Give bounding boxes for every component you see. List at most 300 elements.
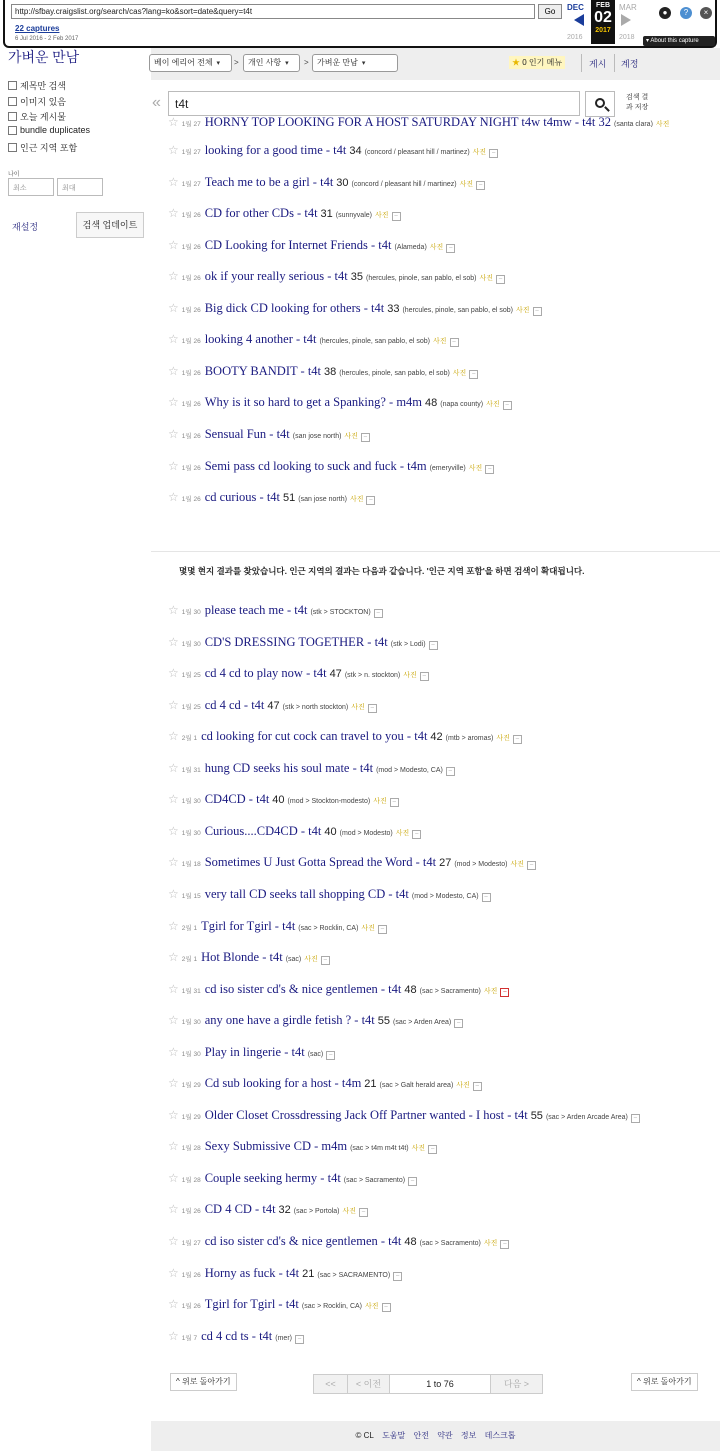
result-row[interactable] [168, 1266, 402, 1286]
favorites-label: 0 인기 메뉴 [522, 58, 563, 67]
favorite-star-icon[interactable]: ☆ [168, 143, 179, 157]
result-row[interactable] [168, 1076, 482, 1096]
post-date: 1월 26 [181, 1303, 201, 1311]
result-row[interactable] [168, 1139, 437, 1159]
title-only-checkbox[interactable] [8, 79, 66, 92]
result-row[interactable] [168, 761, 455, 781]
search-input[interactable] [168, 91, 580, 116]
post-date: 1월 26 [181, 275, 201, 283]
post-date: 1월 28 [181, 1145, 201, 1153]
result-row[interactable] [168, 143, 498, 163]
favorite-star-icon[interactable]: ☆ [168, 395, 179, 410]
has-pic-label: 사진 [452, 369, 467, 377]
favorite-star-icon[interactable]: ☆ [168, 603, 179, 617]
hide-post-icon[interactable]: – [496, 275, 505, 284]
wayback-toolbar [3, 0, 717, 48]
post-date: 1월 25 [181, 703, 201, 711]
checkbox-label: 제목만 검색 [20, 81, 66, 91]
result-row[interactable] [168, 1297, 391, 1317]
user-icon[interactable]: ● [659, 7, 671, 19]
hide-post-icon[interactable]: – [390, 798, 399, 807]
post-age: 32 [278, 1204, 291, 1217]
favorite-star-icon[interactable]: ☆ [168, 666, 179, 681]
post-title[interactable]: Hot Blonde - t4t [201, 950, 283, 965]
result-row[interactable] [168, 395, 512, 415]
favorite-star-icon[interactable]: ☆ [168, 855, 179, 870]
post-title[interactable]: CD for other CDs - t4t [204, 206, 318, 221]
has-pic-label: 사진 [515, 306, 530, 314]
post-date: 1월 30 [181, 1019, 201, 1027]
post-location: (sac > Portola) [293, 1208, 340, 1216]
has-pic-label: 사진 [433, 338, 447, 346]
category-select[interactable] [312, 54, 398, 72]
hide-post-icon[interactable]: – [489, 149, 498, 158]
post-title[interactable]: Cd sub looking for a host - t4m [204, 1076, 362, 1091]
post-location: (emeryville) [429, 464, 466, 472]
result-row[interactable] [168, 698, 377, 718]
post-date: 1월 30 [181, 640, 201, 648]
post-location: (sac > Sacramento) [343, 1176, 406, 1184]
checkbox-icon[interactable] [8, 81, 17, 90]
footer-link-help[interactable]: 도움말 [382, 1431, 406, 1440]
footer-link-about[interactable]: 정보 [460, 1431, 477, 1440]
post-location: (hercules, pinole, san pablo, el sob) [365, 275, 477, 283]
about-capture-label: About this capture [650, 38, 699, 44]
result-row[interactable] [168, 364, 478, 384]
favorite-star-icon[interactable]: ☆ [168, 332, 179, 347]
favorite-star-icon[interactable]: ☆ [168, 823, 179, 838]
post-location: (stk > STOCKTON) [310, 609, 371, 616]
footer-link-desktop[interactable]: 데스크톱 [484, 1431, 516, 1440]
post-title[interactable]: Tgirl for Tgirl - t4t [204, 1297, 299, 1312]
favorite-star-icon[interactable]: ☆ [168, 1265, 179, 1280]
result-row[interactable] [168, 332, 459, 352]
post-title[interactable]: Tgirl for Tgirl - t4t [201, 918, 296, 933]
post-location: (Alameda) [394, 243, 427, 251]
post-title[interactable]: CD Looking for Internet Friends - t4t [204, 237, 392, 252]
post-age: 33 [387, 302, 400, 315]
post-date: 1월 25 [181, 672, 201, 680]
post-location: (sac > SACRAMENTO) [317, 1271, 391, 1279]
hide-post-icon[interactable]: – [476, 181, 485, 190]
post-title[interactable]: cd 4 cd - t4t [204, 697, 265, 712]
save-search-label: 검색 결 [626, 94, 649, 101]
post-title[interactable]: ok if your really serious - t4t [204, 269, 348, 284]
bundle-duplicates-checkbox[interactable] [8, 125, 90, 135]
favorite-star-icon[interactable]: ☆ [168, 918, 179, 933]
post-location: (mod > Modesto, CA) [376, 766, 443, 774]
post-title[interactable]: Curious....CD4CD - t4t [204, 823, 322, 838]
favorite-star-icon[interactable]: ☆ [168, 1076, 179, 1091]
hide-post-icon[interactable]: – [382, 1303, 391, 1312]
post-location: (mer) [275, 1334, 292, 1342]
result-row[interactable] [168, 792, 399, 812]
post-date: 1월 26 [181, 306, 201, 314]
hide-post-icon[interactable]: – [527, 861, 536, 870]
favorite-star-icon[interactable]: ☆ [168, 1170, 179, 1185]
post-date: 1월 26 [181, 432, 201, 440]
has-pic-label: 사진 [472, 149, 487, 156]
has-pic-label: 사진 [344, 432, 358, 440]
post-title[interactable]: Older Closet Crossdressing Jack Off Partner wanted - I host - t4t [204, 1107, 528, 1122]
has-pic-label: 사진 [395, 829, 410, 837]
hide-post-icon[interactable]: – [503, 401, 512, 410]
post-date: 1월 30 [181, 609, 201, 616]
hide-post-icon[interactable]: – [420, 672, 429, 681]
chevron-down-icon: ▾ [216, 60, 221, 67]
post-title[interactable]: cd curious - t4t [204, 490, 281, 505]
checkbox-label: 인근 지역 포함 [20, 143, 78, 153]
result-row[interactable] [168, 115, 669, 127]
post-title[interactable]: Big dick CD looking for others - t4t [204, 300, 385, 315]
hide-post-icon[interactable]: – [485, 465, 494, 474]
post-title[interactable]: BOOTY BANDIT - t4t [204, 363, 322, 378]
favorite-star-icon[interactable]: ☆ [168, 697, 179, 712]
result-row[interactable] [168, 635, 438, 655]
post-location: (san jose north) [298, 496, 347, 504]
favorite-star-icon[interactable]: ☆ [168, 237, 179, 252]
post-link[interactable]: 게시 [589, 59, 607, 69]
result-row[interactable] [168, 729, 522, 749]
post-location: (concord / pleasant hill / martinez) [364, 149, 470, 156]
favorite-star-icon[interactable]: ☆ [168, 1328, 179, 1343]
post-title[interactable]: Sexy Submissive CD - m4m [204, 1139, 348, 1154]
checkbox-icon[interactable] [8, 112, 17, 121]
hide-post-icon[interactable]: – [454, 1019, 463, 1028]
section-select-value: 개인 사항 [248, 58, 282, 67]
wayback-url-input[interactable] [11, 4, 535, 19]
area-select-value: 베이 에리어 전체 [154, 58, 213, 67]
post-title[interactable]: cd iso sister cd's & nice gentlemen - t4t [204, 1234, 402, 1248]
hide-post-icon[interactable]: – [359, 1208, 368, 1217]
hide-post-icon[interactable]: – [408, 1177, 417, 1186]
post-date: 1월 28 [181, 1176, 201, 1184]
post-location: (sac > Arden Arcade Area) [545, 1113, 628, 1121]
post-title[interactable]: cd iso sister cd's & nice gentlemen - t4t [204, 981, 402, 996]
area-select[interactable] [149, 54, 232, 72]
footer-link-safety[interactable]: 안전 [413, 1431, 429, 1440]
result-row[interactable] [168, 1202, 368, 1222]
post-age: 42 [430, 731, 443, 744]
wayback-prev-year[interactable]: 2016 [567, 34, 583, 41]
post-date: 1월 7 [181, 1334, 198, 1342]
post-location: (mtb > aromas) [445, 735, 494, 743]
hide-post-icon[interactable]: – [533, 307, 542, 316]
close-icon[interactable]: × [700, 7, 712, 19]
result-row[interactable] [168, 1234, 509, 1254]
about-capture-button[interactable]: ▾ About this capture [643, 36, 715, 46]
favorite-star-icon[interactable]: ☆ [168, 115, 179, 127]
post-location: (hercules, pinole, san pablo, el sob) [339, 369, 450, 377]
result-row[interactable] [168, 238, 455, 258]
collapse-sidebar-icon[interactable]: « [152, 94, 161, 111]
post-title[interactable]: Semi pass cd looking to suck and fuck - t4m [204, 458, 427, 473]
favorite-star-icon[interactable]: ☆ [168, 206, 179, 221]
result-row[interactable] [168, 427, 370, 447]
hide-post-icon[interactable]: – [412, 830, 421, 839]
nearby-areas-checkbox[interactable] [8, 141, 77, 154]
result-row[interactable] [168, 301, 542, 321]
post-title[interactable]: Sometimes U Just Gotta Spread the Word - t4t [204, 855, 437, 870]
post-date: 1월 27 [181, 180, 201, 188]
pagination [313, 1374, 543, 1394]
favorite-star-icon[interactable]: ☆ [168, 1139, 179, 1154]
category-title: 가벼운 만남 [8, 51, 80, 66]
post-title[interactable]: cd 4 cd to play now - t4t [204, 666, 327, 681]
category-select-value: 가벼운 만남 [317, 58, 358, 67]
post-title[interactable]: any one have a girdle fetish ? - t4t [204, 1013, 375, 1028]
result-row[interactable] [168, 1108, 640, 1128]
wayback-prev-month[interactable]: DEC [567, 3, 584, 12]
post-age: 27 [439, 857, 452, 870]
post-date: 1월 27 [181, 1240, 201, 1247]
result-row[interactable] [168, 206, 401, 226]
section-divider [151, 551, 720, 552]
post-title[interactable]: hung CD seeks his soul mate - t4t [204, 760, 374, 775]
save-search-label: 과 저장 [626, 104, 649, 111]
hide-post-icon[interactable]: – [374, 609, 383, 618]
favorite-star-icon[interactable]: ☆ [168, 490, 179, 505]
post-location: (santa clara) [614, 121, 653, 127]
has-pic-label: 사진 [486, 401, 500, 409]
help-icon[interactable]: ? [680, 7, 692, 19]
post-age: 35 [350, 271, 363, 284]
post-age: 48 [404, 1236, 417, 1248]
hide-post-icon[interactable]: – [326, 1051, 335, 1060]
hide-post-icon[interactable]: – [428, 1145, 437, 1154]
post-title[interactable]: Sensual Fun - t4t [204, 426, 290, 441]
favorite-star-icon[interactable]: ☆ [168, 1234, 179, 1248]
post-date: 1월 26 [181, 338, 201, 346]
result-row[interactable] [168, 603, 383, 623]
post-title[interactable]: looking for a good time - t4t [204, 143, 347, 157]
result-row[interactable] [168, 666, 429, 686]
hide-post-icon[interactable]: – [446, 244, 455, 253]
breadcrumb-separator: > [304, 58, 309, 67]
hide-post-icon[interactable]: – [393, 1272, 402, 1281]
wayback-next-arrow-icon [621, 14, 631, 26]
post-location: (stk > Lodi) [390, 640, 426, 648]
favorite-star-icon[interactable]: ☆ [168, 981, 179, 996]
breadcrumb-separator: > [234, 58, 239, 67]
hide-post-icon[interactable]: – [469, 370, 478, 379]
favorite-star-icon[interactable]: ☆ [168, 729, 179, 744]
post-title[interactable]: HORNY TOP LOOKING FOR A HOST SATURDAY NIGHT t4w t4mw - t4t 32 [204, 115, 611, 127]
post-title[interactable]: cd 4 cd ts - t4t [201, 1328, 273, 1343]
post-date: 1월 27 [181, 149, 201, 156]
wayback-go-button[interactable]: Go [538, 4, 562, 19]
post-age: 21 [302, 1267, 315, 1280]
post-date: 1월 26 [181, 1271, 201, 1279]
checkbox-icon[interactable] [8, 97, 17, 106]
post-location: (sac) [285, 956, 302, 964]
post-date: 2월 1 [181, 735, 198, 743]
favorite-star-icon[interactable]: ☆ [168, 174, 179, 189]
favorite-star-icon[interactable]: ☆ [168, 1013, 179, 1028]
favorite-star-icon[interactable]: ☆ [168, 760, 179, 775]
section-select[interactable] [243, 54, 300, 72]
post-age: 30 [336, 176, 349, 189]
hide-post-icon[interactable]: – [295, 1335, 304, 1344]
wayback-current-year: 2017 [595, 27, 611, 34]
hide-post-icon[interactable]: – [429, 641, 438, 650]
post-title[interactable]: please teach me - t4t [204, 603, 308, 617]
post-title[interactable]: cd looking for cut cock can travel to you - t4t [201, 729, 428, 744]
post-date: 1월 26 [181, 464, 201, 472]
post-title[interactable]: very tall CD seeks tall shopping CD - t4t [204, 886, 409, 901]
favorite-star-icon[interactable]: ☆ [168, 269, 179, 284]
post-date: 1월 26 [181, 369, 201, 377]
post-age: 47 [329, 668, 342, 681]
star-icon: ★ [512, 58, 520, 67]
wayback-prev-arrow-icon[interactable] [574, 14, 584, 26]
result-row[interactable] [168, 1171, 417, 1191]
result-row[interactable] [168, 919, 387, 939]
favorite-star-icon[interactable]: ☆ [168, 950, 179, 965]
post-title[interactable]: Horny as fuck - t4t [204, 1265, 300, 1280]
favorites-button[interactable] [509, 56, 565, 69]
hide-post-icon[interactable]: – [366, 496, 375, 505]
result-row[interactable] [168, 824, 421, 844]
post-age: 40 [324, 825, 337, 838]
age-min-input[interactable]: 최소 [8, 178, 54, 196]
result-row[interactable] [168, 1329, 304, 1349]
hide-post-icon[interactable]: – [446, 767, 455, 776]
checkbox-icon[interactable] [8, 143, 17, 152]
account-link[interactable]: 계정 [621, 59, 639, 69]
post-date: 2월 1 [181, 956, 198, 964]
favorite-star-icon[interactable]: ☆ [168, 792, 179, 807]
has-pic-label: 사진 [365, 1303, 379, 1311]
has-pic-label: 사진 [351, 703, 365, 711]
hide-post-icon[interactable]: – [631, 1114, 640, 1123]
favorite-star-icon[interactable]: ☆ [168, 886, 179, 901]
post-date: 1월 15 [181, 892, 201, 900]
result-row[interactable] [168, 982, 509, 1002]
has-pic-label: 사진 [304, 956, 318, 964]
post-location: (mod > Stockton-modesto) [287, 798, 371, 806]
result-row[interactable] [168, 855, 536, 875]
result-row[interactable] [168, 950, 330, 970]
post-age: 48 [404, 983, 417, 996]
update-search-button[interactable]: 검색 업데이트 [76, 212, 144, 238]
hide-post-icon[interactable]: – [513, 735, 522, 744]
hide-post-icon[interactable]: – [473, 1082, 482, 1091]
hide-post-icon[interactable]: – [450, 338, 459, 347]
back-to-top-button[interactable]: ^ 위로 돌아가기 [631, 1373, 698, 1391]
filter-bar [151, 48, 720, 80]
favorite-star-icon[interactable]: ☆ [168, 1297, 179, 1312]
wayback-current-day: 02 [594, 9, 612, 26]
hide-post-icon[interactable]: – [361, 433, 370, 442]
favorite-star-icon[interactable]: ☆ [168, 1044, 179, 1059]
favorite-star-icon[interactable]: ☆ [168, 1202, 179, 1217]
post-date: 1월 31 [181, 987, 201, 995]
result-row[interactable] [168, 175, 485, 195]
hide-post-icon[interactable]: – [500, 1240, 509, 1249]
back-to-top-button[interactable]: ^ 위로 돌아가기 [170, 1373, 237, 1391]
favorite-star-icon[interactable]: ☆ [168, 363, 179, 378]
has-pic-label: 사진 [483, 987, 498, 995]
post-age: 47 [267, 699, 280, 712]
post-location: (hercules, pinole, san pablo, el sob) [319, 338, 431, 346]
post-title[interactable]: CD'S DRESSING TOGETHER - t4t [204, 634, 388, 649]
page-range: 1 to 76 [426, 1379, 454, 1389]
result-row[interactable] [168, 1045, 335, 1065]
favorite-star-icon[interactable]: ☆ [168, 634, 179, 649]
wayback-date-range: 6 Jul 2016 - 2 Feb 2017 [15, 36, 79, 42]
checkbox-icon[interactable] [8, 126, 17, 135]
has-pic-label: 사진 [655, 121, 670, 127]
footer-link-terms[interactable]: 약관 [437, 1431, 453, 1440]
post-date: 1월 26 [181, 212, 201, 220]
hide-post-icon[interactable]: – [378, 925, 387, 934]
first-page-button: << [314, 1375, 348, 1393]
favorite-star-icon[interactable]: ☆ [168, 300, 179, 315]
post-date: 1월 29 [181, 1082, 201, 1090]
result-row[interactable] [168, 490, 375, 510]
result-row[interactable] [168, 1013, 463, 1033]
post-age: 48 [425, 397, 438, 410]
post-date: 1월 29 [181, 1113, 201, 1121]
post-date: 1월 26 [181, 1208, 201, 1216]
post-date: 1월 30 [181, 829, 201, 837]
post-title[interactable]: looking 4 another - t4t [204, 332, 317, 347]
post-title[interactable]: Teach me to be a girl - t4t [204, 174, 334, 189]
post-age: 31 [320, 208, 333, 221]
post-age: 51 [283, 492, 296, 505]
posted-today-checkbox[interactable] [8, 110, 66, 123]
prev-page-button: < 이전 [348, 1375, 390, 1393]
wayback-current-date [591, 0, 615, 44]
post-date: 1월 26 [181, 243, 201, 251]
favorite-star-icon[interactable]: ☆ [168, 426, 179, 441]
post-date: 1월 31 [181, 766, 201, 774]
post-date: 1월 26 [181, 496, 201, 504]
reset-link[interactable]: 재설정 [12, 222, 39, 232]
post-title[interactable]: CD 4 CD - t4t [204, 1202, 276, 1217]
has-pic-label: 사진 [411, 1145, 426, 1153]
age-max-input[interactable]: 최대 [57, 178, 103, 196]
search-button[interactable] [585, 91, 615, 117]
favorite-star-icon[interactable]: ☆ [168, 1107, 179, 1122]
chevron-down-icon: ▾ [285, 60, 289, 67]
result-row[interactable] [168, 269, 505, 289]
wayback-next-year: 2018 [619, 34, 635, 41]
post-location: (napa county) [440, 401, 484, 409]
post-location: (sac > Sacramento) [419, 987, 481, 995]
post-title[interactable]: Couple seeking hermy - t4t [204, 1170, 341, 1185]
hide-post-icon[interactable]: – [392, 212, 401, 221]
post-title[interactable]: CD4CD - t4t [204, 792, 270, 807]
hide-post-icon[interactable]: – [321, 956, 330, 965]
result-row[interactable] [168, 459, 494, 479]
hide-post-icon[interactable]: – [368, 704, 377, 713]
hide-post-icon[interactable]: – [482, 893, 491, 902]
post-location: (hercules, pinole, san pablo, el sob) [402, 306, 513, 314]
post-title[interactable]: Play in lingerie - t4t [204, 1044, 305, 1059]
post-title[interactable]: Why is it so hard to get a Spanking? - m4m [204, 395, 423, 410]
result-row[interactable] [168, 887, 491, 907]
save-search-link[interactable] [626, 93, 666, 113]
hide-post-icon[interactable]: – [500, 988, 509, 997]
post-location: (stk > n. stockton) [344, 672, 401, 680]
wayback-captures-link[interactable]: 22 captures [15, 24, 60, 33]
post-location: (sunnyvale) [335, 212, 372, 220]
has-pic-label: 사진 [349, 496, 364, 504]
favorite-star-icon[interactable]: ☆ [168, 458, 179, 473]
has-image-checkbox[interactable] [8, 95, 66, 108]
